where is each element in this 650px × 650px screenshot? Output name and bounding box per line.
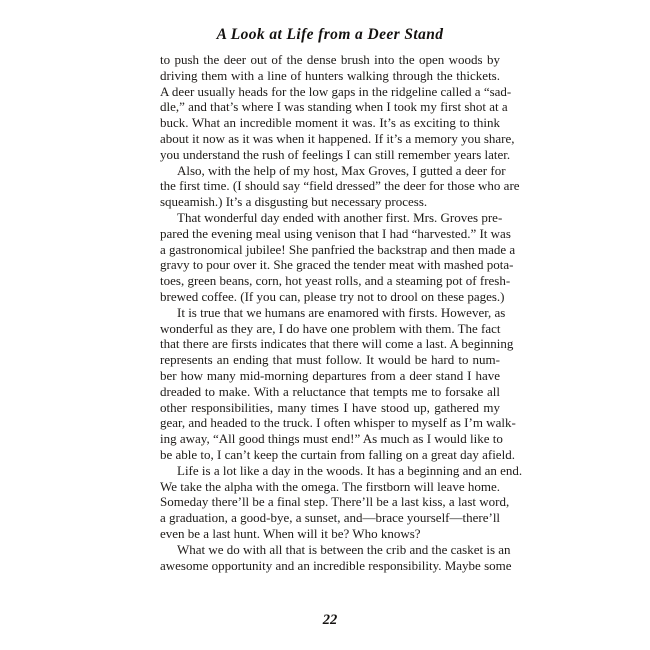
paragraph	[160, 541, 512, 574]
text-line: that there are firsts indicates that there will come a last. A beginning	[160, 336, 514, 352]
text-line: you understand the rush of feelings I can still remember years later.	[160, 146, 511, 162]
paragraph	[160, 162, 520, 210]
page-body	[160, 52, 523, 573]
page-number: 22	[322, 612, 338, 628]
paragraph	[160, 52, 515, 163]
text-line: driving them with a line of hunters walking through the thickets.	[160, 67, 500, 83]
paragraph	[160, 304, 516, 463]
text-line: other responsibilities, many times I have stood up, gathered my	[160, 399, 500, 415]
text-line: the first time. (I should say “field dressed” the deer for those who are	[160, 178, 520, 194]
text-line: a gastronomical jubilee! She panfried the backstrap and then made a	[160, 241, 516, 257]
text-line: squeamish.) It’s a disgusting but necessary process.	[160, 194, 428, 210]
text-line: Someday there’ll be a final step. There’ll be a last kiss, a last word,	[160, 494, 510, 510]
running-header: A Look at Life from a Deer Stand	[216, 26, 444, 43]
text-line: It is true that we humans are enamored with firsts. However, as	[177, 304, 506, 320]
text-line: ing away, “All good things must end!” As much as I would like to	[160, 431, 503, 447]
text-line: A deer usually heads for the low gaps in the ridgeline called a “sad-	[160, 83, 512, 99]
text-line: dle,” and that’s where I was standing when I took my first shot at a	[160, 99, 508, 115]
text-line: Life is a lot like a day in the woods. It has a beginning and an end.	[177, 462, 523, 478]
text-line: Also, with the help of my host, Max Groves, I gutted a deer for	[177, 162, 506, 178]
text-line: awesome opportunity and an incredible responsibility. Maybe some	[160, 557, 512, 573]
text-line: That wonderful day ended with another first. Mrs. Groves pre-	[177, 209, 503, 225]
text-line: be able to, I can’t keep the curtain from falling on a great day afield.	[160, 446, 515, 462]
text-line: buck. What an incredible moment it was. It’s as exciting to think	[160, 115, 500, 131]
text-line: What we do with all that is between the crib and the casket is an	[177, 541, 511, 557]
text-line: ber how many mid-morning departures from a deer stand I have	[160, 367, 500, 383]
text-line: represents an ending that must follow. It would be hard to num-	[160, 352, 500, 368]
text-line: gear, and headed to the truck. I often whisper to myself as I’m walk-	[160, 415, 516, 431]
text-line: about it now as it was when it happened. If it’s a memory you share,	[160, 130, 515, 146]
text-line: to push the deer out of the dense brush into the open woods by	[160, 52, 500, 67]
text-line: toes, green beans, corn, hot yeast rolls, and a steaming pot of fresh-	[160, 273, 511, 289]
text-line: pared the evening meal using venison that I had “harvested.” It was	[160, 225, 511, 241]
text-line: We take the alpha with the omega. The firstborn will leave home.	[160, 478, 500, 494]
paragraph	[160, 462, 523, 542]
text-line: even be a last hunt. When will it be? Who knows?	[160, 525, 421, 541]
paragraph	[160, 209, 516, 305]
text-line: brewed coffee. (If you can, please try not to drool on these pages.)	[160, 288, 505, 304]
text-line: gravy to pour over it. She graced the tender meat with mashed pota-	[160, 257, 514, 273]
text-line: wonderful as they are, I do have one problem with them. The fact	[160, 320, 501, 336]
text-line: a graduation, a good-bye, a sunset, and—brace yourself—there’ll	[160, 510, 501, 526]
text-line: dreaded to make. With a reluctance that tempts me to forsake all	[160, 383, 500, 399]
